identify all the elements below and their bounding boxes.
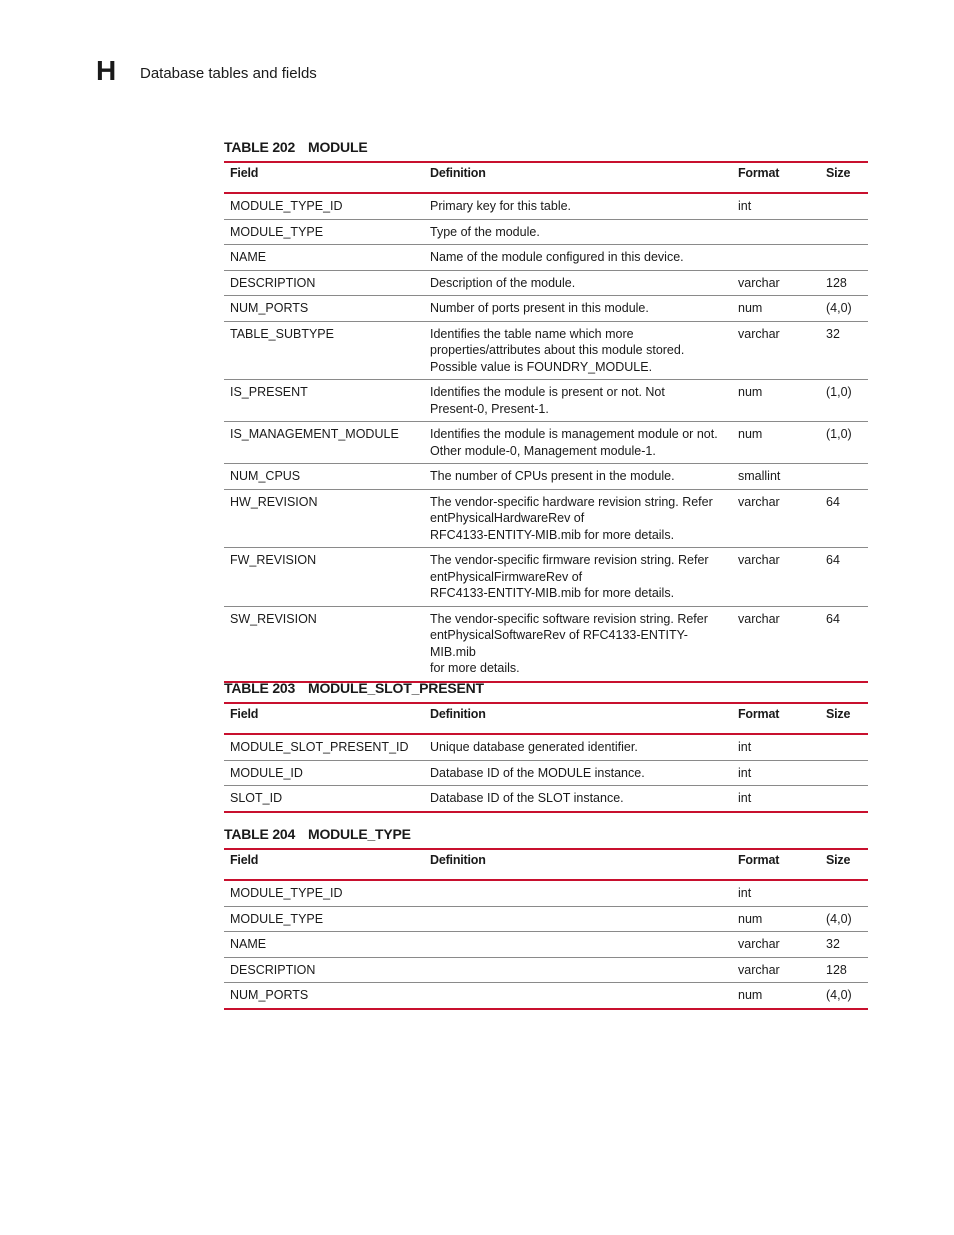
table-number: TABLE 203 [224, 680, 296, 696]
table-row [224, 932, 868, 958]
cell-format: num [738, 427, 763, 441]
cell-definition: Identifies the module is present or not. Not Present-0, Present-1. [430, 385, 665, 416]
table-row [224, 786, 868, 812]
cell-field: TABLE_SUBTYPE [230, 326, 334, 341]
table-row [224, 296, 868, 322]
table-row [224, 606, 868, 682]
cell-definition: The vendor-specific software revision string. Refer entPhysicalSoftwareRev of RFC4133-ENTITY-MIB.mib for more details. [430, 611, 708, 675]
module-type-table [224, 848, 868, 1010]
cell-size: (4,0) [826, 301, 852, 315]
table-row [224, 880, 868, 906]
table-202-block [224, 139, 868, 683]
column-header-size: Size [826, 166, 851, 180]
cell-format: int [738, 791, 752, 805]
cell-format: varchar [738, 937, 780, 951]
cell-definition [424, 983, 732, 1009]
table-name: MODULE [308, 139, 368, 155]
cell-size: 128 [826, 962, 847, 977]
cell-definition: The number of CPUs present in the module. [430, 469, 675, 483]
cell-format: smallint [738, 469, 781, 483]
cell-size: 64 [826, 611, 840, 626]
table-203-block [224, 680, 868, 813]
cell-format: varchar [738, 494, 780, 509]
cell-size: 32 [826, 937, 840, 951]
cell-field: FW_REVISION [230, 553, 317, 567]
module-table [224, 161, 868, 683]
cell-size [820, 464, 868, 490]
cell-field: MODULE_SLOT_PRESENT_ID [230, 740, 409, 754]
table-caption [224, 826, 868, 848]
cell-format: int [738, 765, 752, 780]
cell-format [732, 219, 820, 245]
table-row [224, 193, 868, 219]
column-header-field: Field [230, 853, 259, 867]
table-row [224, 464, 868, 490]
cell-field: MODULE_ID [230, 765, 303, 780]
cell-definition: The vendor-specific hardware revision string. Refer entPhysicalHardwareRev of RFC4133-ENTITY-MIB.mib for more details. [430, 494, 713, 542]
table-header-row [224, 703, 868, 734]
table-row [224, 270, 868, 296]
table-number: TABLE 204 [224, 826, 296, 842]
cell-format: num [738, 988, 763, 1002]
column-header-format: Format [738, 166, 780, 180]
cell-definition: Number of ports present in this module. [430, 301, 649, 315]
cell-definition [424, 957, 732, 983]
cell-field: IS_PRESENT [230, 385, 308, 399]
cell-definition: Unique database generated identifier. [430, 740, 638, 754]
cell-field: IS_MANAGEMENT_MODULE [230, 427, 399, 441]
cell-definition: Identifies the table name which more properties/attributes about this module stored. Possible value is FOUNDRY_MODULE. [430, 326, 685, 374]
cell-field: MODULE_TYPE [230, 224, 324, 239]
column-header-definition: Definition [430, 707, 486, 721]
table-name: MODULE_TYPE [308, 826, 411, 842]
table-row [224, 548, 868, 607]
cell-size [820, 734, 868, 760]
table-row [224, 983, 868, 1009]
table-number: TABLE 202 [224, 139, 296, 155]
cell-field: MODULE_TYPE_ID [230, 199, 343, 213]
cell-size [820, 245, 868, 271]
column-header-field: Field [230, 707, 259, 721]
cell-definition: Name of the module configured in this device. [430, 250, 684, 264]
column-header-size: Size [826, 853, 851, 867]
cell-format: num [738, 301, 763, 315]
table-row [224, 321, 868, 380]
column-header-definition: Definition [430, 853, 486, 867]
table-caption [224, 680, 868, 702]
cell-field: SLOT_ID [230, 791, 283, 805]
table-caption [224, 139, 868, 161]
cell-size: (4,0) [826, 988, 852, 1002]
table-name: MODULE_SLOT_PRESENT [308, 680, 484, 696]
cell-field: MODULE_TYPE [230, 911, 324, 926]
cell-field: NUM_PORTS [230, 988, 309, 1002]
cell-format: varchar [738, 326, 780, 341]
cell-field: NUM_PORTS [230, 301, 309, 315]
cell-definition: Database ID of the MODULE instance. [430, 765, 645, 780]
cell-size [820, 219, 868, 245]
table-row [224, 489, 868, 548]
cell-definition [424, 932, 732, 958]
table-header-row [224, 849, 868, 880]
cell-definition: The vendor-specific firmware revision string. Refer entPhysicalFirmwareRev of RFC4133-ENTITY-MIB.mib for more details. [430, 553, 709, 600]
cell-size: 64 [826, 553, 840, 567]
cell-definition: Database ID of the SLOT instance. [430, 791, 624, 805]
cell-size: 64 [826, 494, 840, 509]
cell-field: NAME [230, 250, 267, 264]
table-row [224, 422, 868, 464]
cell-field: MODULE_TYPE_ID [230, 886, 343, 900]
cell-size [820, 880, 868, 906]
cell-definition: Description of the module. [430, 275, 576, 290]
cell-definition [424, 880, 732, 906]
cell-size [820, 193, 868, 219]
table-row [224, 906, 868, 932]
cell-definition: Identifies the module is management module or not. Other module-0, Management module-1. [430, 427, 718, 458]
cell-size: 32 [826, 326, 840, 341]
cell-field: HW_REVISION [230, 494, 318, 509]
cell-format: varchar [738, 611, 780, 626]
chapter-letter: H [96, 55, 117, 86]
table-row [224, 219, 868, 245]
column-header-field: Field [230, 166, 259, 180]
cell-field: SW_REVISION [230, 611, 317, 626]
cell-definition [424, 906, 732, 932]
cell-field: NUM_CPUS [230, 469, 301, 483]
cell-format: varchar [738, 553, 780, 567]
column-header-definition: Definition [430, 166, 486, 180]
cell-size: (1,0) [826, 385, 852, 399]
cell-format: varchar [738, 275, 780, 290]
cell-format: int [738, 199, 752, 213]
cell-format: num [738, 385, 763, 399]
table-row [224, 760, 868, 786]
table-header-row [224, 162, 868, 193]
cell-field: DESCRIPTION [230, 962, 316, 977]
cell-field: DESCRIPTION [230, 275, 316, 290]
cell-format: num [738, 911, 763, 926]
table-row [224, 245, 868, 271]
column-header-format: Format [738, 853, 780, 867]
cell-definition: Primary key for this table. [430, 199, 572, 213]
cell-format [732, 245, 820, 271]
table-204-block [224, 826, 868, 1010]
cell-size [820, 786, 868, 812]
table-row [224, 734, 868, 760]
cell-format: varchar [738, 962, 780, 977]
column-header-size: Size [826, 707, 851, 721]
cell-size [820, 760, 868, 786]
module-slot-present-table [224, 702, 868, 813]
cell-size: (1,0) [826, 427, 852, 441]
cell-format: int [738, 886, 752, 900]
table-row [224, 957, 868, 983]
column-header-format: Format [738, 707, 780, 721]
cell-size: 128 [826, 275, 847, 290]
cell-format: int [738, 740, 752, 754]
running-header-title: Database tables and fields [140, 65, 317, 82]
cell-size: (4,0) [826, 911, 852, 926]
cell-definition: Type of the module. [430, 224, 540, 239]
cell-field: NAME [230, 937, 267, 951]
table-row [224, 380, 868, 422]
